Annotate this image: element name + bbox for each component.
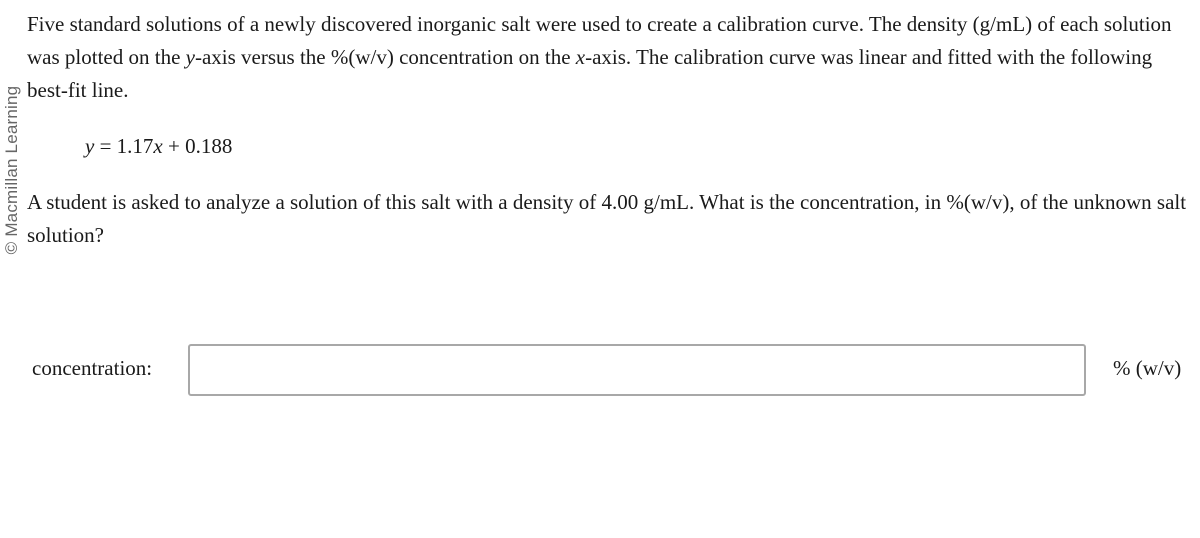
equation-intercept: + 0.188 [162,134,233,158]
concentration-label: concentration: [32,356,153,380]
question-prompt [27,186,1192,252]
question-intro [27,8,1192,107]
equation-y-variable: y [85,134,95,158]
concentration-unit: % (w/v) [1113,356,1182,380]
question-prompt-text: A student is asked to analyze a solution of this salt with a density of 4.00 g/mL. What is the concentration, in %(w/v), of the unknown salt solution? [27,190,1187,247]
equation-x-variable: x [153,134,163,158]
best-fit-equation [85,131,232,161]
concentration-input[interactable] [188,344,1086,396]
question-intro-text: Five standard solutions of a newly discovered inorganic salt were used to create a calibration curve. The density (g/mL) of each solution was plotted on the y-axis versus the %(w/v) concentration on the x-axis. The calibration curve was linear and fitted with the following best-fit line. [27,12,1172,102]
copyright-watermark: © Macmillan Learning [2,85,21,255]
equation-slope: = 1.17 [94,134,154,158]
